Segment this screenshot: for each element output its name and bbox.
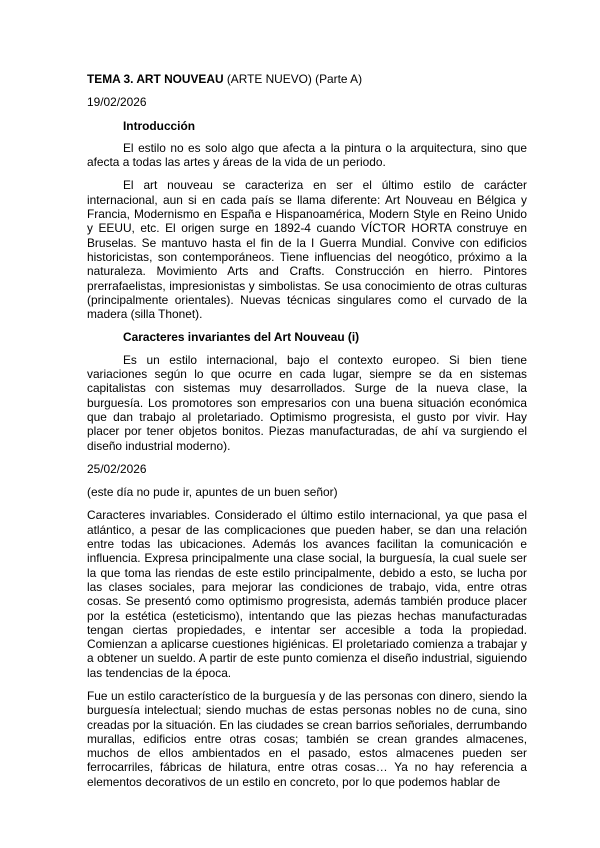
heading-caracteres-invariantes: Caracteres invariantes del Art Nouveau (i) bbox=[123, 330, 360, 345]
paragraph-burguesia: Fue un estilo característico de la burguesía y de las personas con dinero, siendo la burguesía intelectual; siendo muchas de estas personas nobles no de cuna, sino creadas por la situación. En las ciudades se crean barrios señoriales, derrumbando murallas, edificios entre otras cosas; también se crean grandes almacenes, muchos de ellos ambientados en el pasado, estos almacenes pueden ser ferrocarriles, fábricas de hilatura, entre otras cosas… Ya no hay referencia a elementos decorativos de un estilo en concreto, por lo que podemos hablar de bbox=[87, 688, 527, 789]
title-bold: TEMA 3. ART NOUVEAU bbox=[87, 72, 224, 86]
paragraph-caracteres: Es un estilo internacional, bajo el contexto europeo. Si bien tiene variaciones según lo que ocurre en cada lugar, siempre se da en sistemas capitalistas con sistemas muy desarrollados. Surge de la nueva clase, la burguesía. Los promotores son empresarios con una buena situación económica que dan trabajo al proletariado. Optimismo progresista, el gusto por vivir. Hay placer por tener objetos bonitos. Piezas manufacturadas, de ahí va surgiendo el diseño industrial moderno). bbox=[87, 352, 527, 453]
paragraph-invariables: Caracteres invariables. Considerado el último estilo internacional, ya que pasa el atlántico, a pesar de las complicaciones que pueden haber, se dan una relación entre todas las ubicaciones. Además los avances facilitan la comunicación e influencia. Expresa principalmente una clase social, la burguesía, la cual suele ser la que toma las riendas de este estilo principalmente, debido a esto, se lucha por las clases sociales, para mejorar las condiciones de trabajo, vida, entre otras cosas. Se presentó como optimismo progresista, además también produce placer por la estética (esteticismo), intentando que las piezas hechas manufacturadas tengan ciertas propiedades, e intentar ser accesible a toda la propiedad. Comienzan a aplicarse cuestiones higiénicas. El proletariado comienza a trabajar y a obtener un sueldo. A partir de este punto comienza el diseño industrial, siguiendo las tendencias de la época. bbox=[87, 508, 527, 680]
date-2: 25/02/2026 bbox=[87, 461, 147, 476]
title-rest: (ARTE NUEVO) (Parte A) bbox=[223, 72, 363, 86]
note: (este día no pude ir, apuntes de un buen señor) bbox=[87, 485, 338, 500]
date-1: 19/02/2026 bbox=[87, 95, 147, 110]
document-title bbox=[87, 72, 527, 86]
paragraph-intro-2: El art nouveau se caracteriza en ser el último estilo de carácter internacional, aun si en cada país se llama diferente: Art Nouveau en Bélgica y Francia, Modernismo en España e Hispanoamérica, Modern Style en Reino Unido y EEUU, etc. El origen surge en 1892-4 cuando VÍCTOR HORTA construye en Bruselas. Se mantuvo hasta el fin de la I Guerra Mundial. Convive con edificios historicistas, son contemporáneos. Tiene influencias del neogótico, próximo a la naturaleza. Movimiento Arts and Crafts. Construcción en hierro. Pintores prerrafaelistas, impresionistas y simbolistas. Se usa conocimiento de otras culturas (principalmente orientales). Nuevas técnicas singulares como el curvado de la madera (silla Thonet). bbox=[87, 178, 527, 322]
heading-introduccion: Introducción bbox=[123, 118, 195, 133]
paragraph-intro-1: El estilo no es solo algo que afecta a la pintura o la arquitectura, sino que afecta a todas las artes y áreas de la vida de un periodo. bbox=[87, 140, 527, 170]
document-body bbox=[87, 72, 527, 798]
